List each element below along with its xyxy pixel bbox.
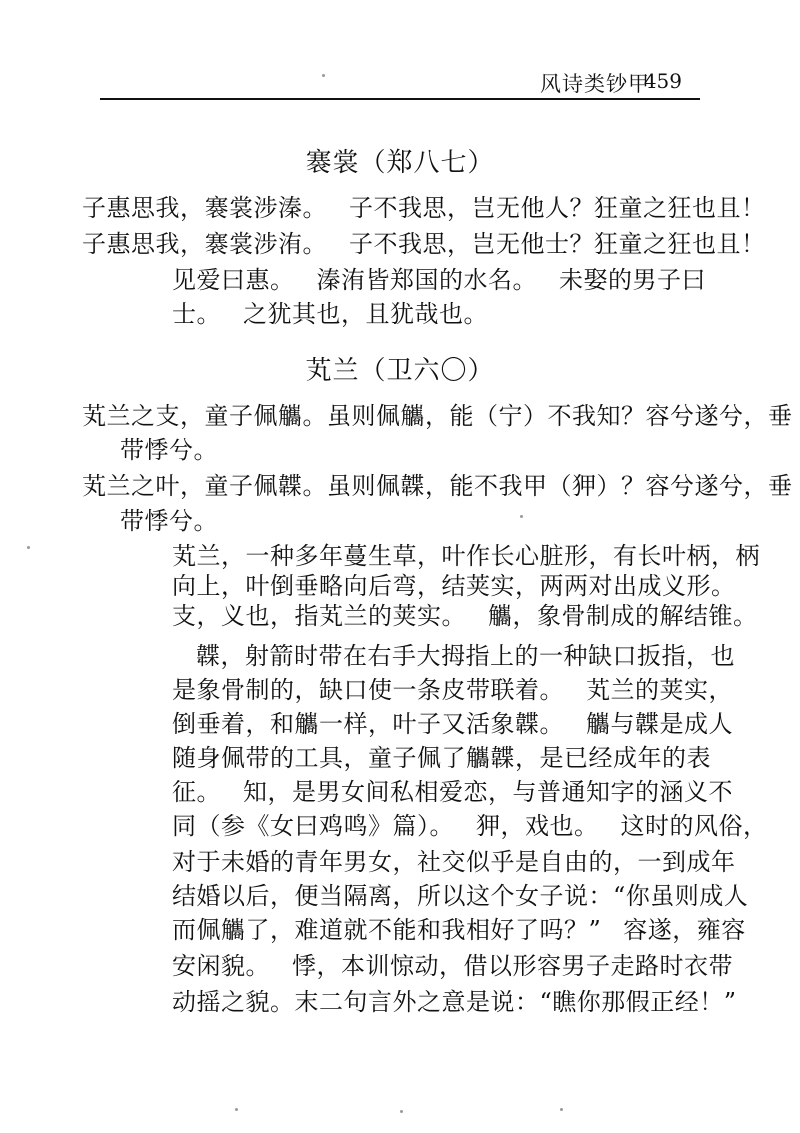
scan-speck — [560, 1108, 563, 1111]
note-line — [172, 540, 760, 572]
verse-segment: 子惠思我，褰裳涉洧。 — [82, 230, 327, 258]
verse-line: 芄兰之支，童子佩觿。虽则佩觿，能（宁）不我知？容兮遂兮，垂 — [82, 402, 793, 430]
scan-speck — [322, 74, 325, 77]
verse-line — [82, 228, 766, 260]
page-number: 459 — [643, 69, 682, 93]
note-line — [172, 570, 736, 602]
verse-segment: 子惠思我，褰裳涉溱。 — [82, 194, 327, 222]
note-segment: 结婚以后，便当隔离，所以这个女子说：“你虽则成人 — [172, 882, 749, 910]
note-line — [172, 914, 746, 946]
running-title: 风诗类钞甲 — [540, 72, 650, 96]
note-line — [172, 600, 758, 632]
note-segment: 安闲貌。 — [172, 952, 270, 980]
note-line — [172, 776, 733, 808]
note-line — [172, 810, 768, 842]
note-line — [172, 674, 733, 706]
note-segment: 悸，本训惊动，借以形容男子走路时衣带 — [292, 952, 733, 980]
note-segment: 对于未婚的青年男女，社交似乎是自由的，一到成年 — [172, 848, 736, 876]
verse-line: 芄兰之叶，童子佩韘。虽则佩韘，能不我甲（狎）？容兮遂兮，垂 — [82, 472, 793, 500]
note-segment: 支，义也，指芄兰的荚实。 — [172, 602, 466, 630]
verse-segment: 子不我思，岂无他士？狂童之狂也且！ — [349, 230, 766, 258]
verse-line: 带悸兮。 — [120, 436, 218, 464]
scan-speck — [400, 1110, 403, 1113]
note-segment: 征。 — [172, 778, 221, 806]
note-segment: 芄兰的荚实， — [586, 676, 733, 704]
note-segment: 溱洧皆郑国的水名。 — [316, 266, 537, 294]
header-rule — [100, 98, 700, 100]
scan-speck — [520, 515, 523, 518]
note-line — [172, 708, 733, 740]
note-segment: 士。 — [172, 300, 221, 328]
note-line — [172, 986, 737, 1018]
note-segment: 是象骨制的，缺口使一条皮带联着。 — [172, 676, 564, 704]
note-line — [172, 950, 733, 982]
note-segment: 之犹其也，且犹哉也。 — [243, 300, 488, 328]
note-line — [172, 742, 711, 774]
note-segment: 倒垂着，和觿一样，叶子又活象韘。 — [172, 710, 564, 738]
note-segment: 容遂，雍容 — [623, 916, 746, 944]
note-segment: 韘，射箭时带在右手大拇指上的一种缺口扳指，也 — [196, 642, 735, 670]
scan-speck — [235, 1108, 238, 1111]
note-segment: 狎，戏也。 — [476, 812, 599, 840]
note-segment: 随身佩带的工具，童子佩了觿韘，是已经成年的表 — [172, 744, 711, 772]
verse-line — [82, 192, 766, 224]
note-segment: 见爱曰惠。 — [172, 266, 295, 294]
note-segment: 而佩觿了，难道就不能和我相好了吗？” — [172, 916, 602, 944]
note-segment: 未娶的男子曰 — [559, 266, 706, 294]
note-segment: 同（参《女曰鸡鸣》篇）。 — [172, 812, 454, 840]
scan-speck — [27, 546, 30, 549]
note-line — [172, 264, 706, 296]
note-line — [172, 880, 748, 912]
page-header — [0, 60, 800, 100]
note-segment: 芄兰，一种多年蔓生草，叶作长心脏形，有长叶柄，柄 — [172, 542, 760, 570]
note-segment: 这时的风俗， — [620, 812, 768, 840]
note-segment: 觿与韘是成人 — [586, 710, 733, 738]
poem-title-qianshang: 褰裳（郑八七） — [305, 148, 495, 178]
verse-segment: 子不我思，岂无他人？狂童之狂也且！ — [349, 194, 766, 222]
note-line — [196, 640, 735, 672]
note-line — [172, 846, 736, 878]
note-segment: 觿，象骨制成的解结锥。 — [488, 602, 758, 630]
note-line — [172, 298, 488, 330]
verse-line: 带悸兮。 — [120, 507, 218, 535]
note-segment: 知，是男女间私相爱恋，与普通知字的涵义不 — [243, 778, 733, 806]
note-segment: 向上，叶倒垂略向后弯，结荚实，两两对出成义形。 — [172, 572, 736, 600]
note-segment: 动摇之貌。末二句言外之意是说：“瞧你那假正经！” — [172, 988, 737, 1016]
poem-title-wanlan: 芄兰（卫六〇） — [305, 356, 495, 386]
